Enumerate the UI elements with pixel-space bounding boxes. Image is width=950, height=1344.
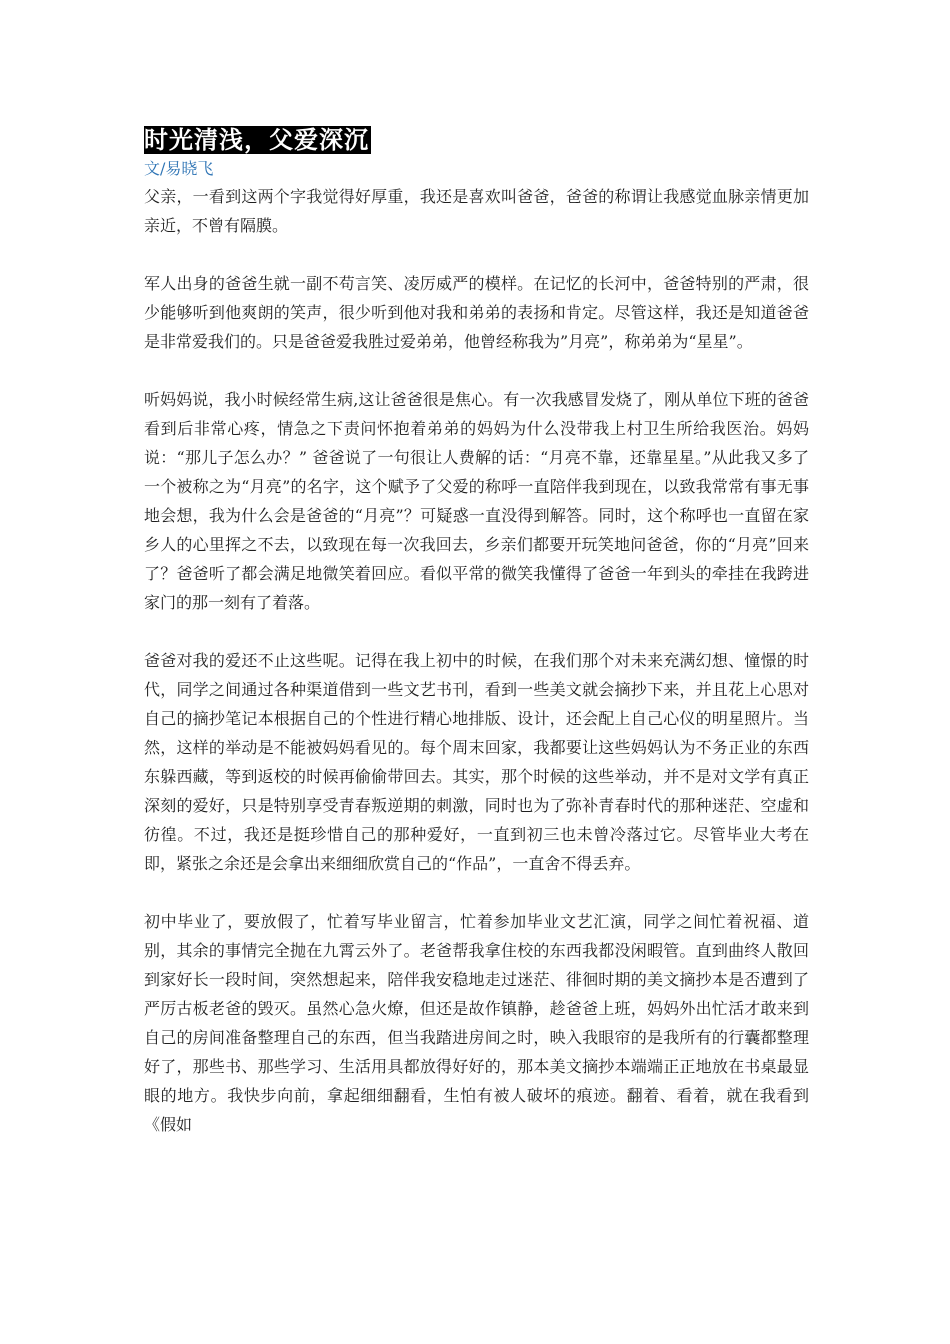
article-title-row [144,126,809,154]
paragraph-5: 初中毕业了，要放假了，忙着写毕业留言，忙着参加毕业文艺汇演，同学之间忙着祝福、道别，其余的事情完全抛在九霄云外了。老爸帮我拿住校的东西我都没闲暇管。直到曲终人散回到家好长一段时间，突然想起来，陪伴我安稳地走过迷茫、徘徊时期的美文摘抄本是否遭到了严厉古板老爸的毁灭。虽然心急火燎，但还是故作镇静，趁爸爸上班，妈妈外出忙活才敢来到自己的房间准备整理自己的东西，但当我踏进房间之时，映入我眼帘的是我所有的行囊都整理好了，那些书、那些学习、生活用具都放得好好的，那本美文摘抄本端端正正地放在书桌最显眼的地方。我快步向前，拿起细细翻看，生怕有被人破坏的痕迹。翻着、看着，就在我看到《假如 [144,912,809,1134]
paragraph-2: 军人出身的爸爸生就一副不苟言笑、凌厉威严的模样。在记忆的长河中，爸爸特别的严肃，很少能够听到他爽朗的笑声，很少听到他对我和弟弟的表扬和肯定。尽管这样，我还是知道爸爸是非常爱我们的。只是爸爸爱我胜过爱弟弟，他曾经称我为”月亮”，称弟弟为“星星”。 [144,274,809,351]
paragraph-3: 听妈妈说，我小时候经常生病,这让爸爸很是焦心。有一次我感冒发烧了，刚从单位下班的爸爸看到后非常心疼，情急之下责问怀抱着弟弟的妈妈为什么没带我上村卫生所给我医治。妈妈说：“那儿子怎么办？” 爸爸说了一句很让人费解的话：“月亮不靠，还靠星星。”从此我又多了一个被称之为“月亮”的名字，这个赋予了父爱的称呼一直陪伴我到现在，以致我常常有事无事地会想，我为什么会是爸爸的“月亮”？可疑惑一直没得到解答。同时，这个称呼也一直留在家乡人的心里挥之不去，以致现在每一次我回去，乡亲们都要开玩笑地问爸爸，你的“月亮”回来了？爸爸听了都会满足地微笑着回应。看似平常的微笑我懂得了爸爸一年到头的牵挂在我跨进家门的那一刻有了着落。 [144,390,809,612]
paragraph-1: 父亲，一看到这两个字我觉得好厚重，我还是喜欢叫爸爸，爸爸的称谓让我感觉血脉亲情更加亲近，不曾有隔膜。 [144,187,809,235]
article-title: 时光清浅，父爱深沉 [144,125,369,154]
article-author: 文/易晓飞 [144,159,214,178]
article [144,126,809,1168]
paragraph-4: 爸爸对我的爱还不止这些呢。记得在我上初中的时候，在我们那个对未来充满幻想、憧憬的时代，同学之间通过各种渠道借到一些文艺书刊，看到一些美文就会摘抄下来，并且花上心思对自己的摘抄笔记本根据自己的个性进行精心地排版、设计，还会配上自己心仪的明星照片。当然，这样的举动是不能被妈妈看见的。每个周末回家，我都要让这些妈妈认为不务正业的东西东躲西藏，等到返校的时候再偷偷带回去。其实，那个时候的这些举动，并不是对文学有真正深刻的爱好，只是特别享受青春叛逆期的刺激，同时也为了弥补青春时代的那种迷茫、空虚和彷徨。不过，我还是挺珍惜自己的那种爱好，一直到初三也未曾冷落过它。尽管毕业大考在即，紧张之余还是会拿出来细细欣赏自己的“作品”，一直舍不得丢弃。 [144,651,809,873]
